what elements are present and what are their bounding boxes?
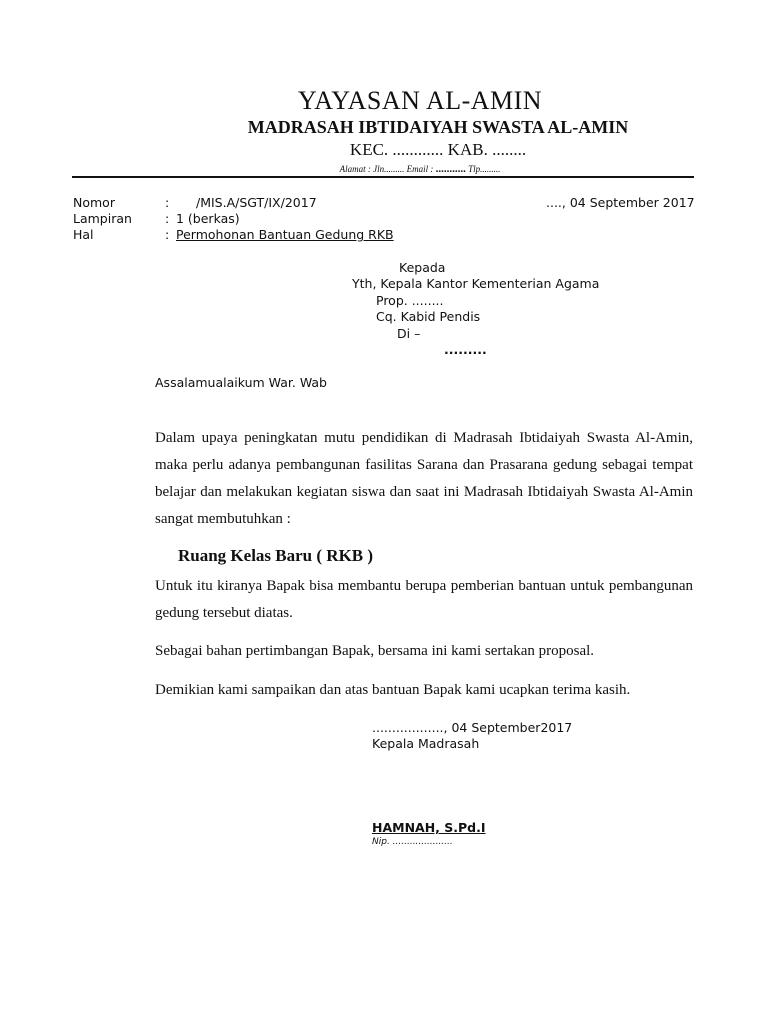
body-paragraph-3: Sebagai bahan pertimbangan Bapak, bersama ini kami sertakan proposal. [155, 643, 595, 659]
email-value: ........... [435, 163, 466, 175]
lampiran-colon: : [165, 211, 170, 226]
body-paragraph-4: Demikian kami sampaikan dan atas bantuan Bapak kami ucapkan terima kasih. [155, 682, 631, 698]
school-region: KEC. ............ KAB. ........ [349, 140, 527, 159]
school-address [0, 163, 768, 175]
recipient-yth: Yth, Kepala Kantor Kementerian Agama [352, 276, 600, 291]
nomor-label: Nomor [73, 195, 115, 210]
hal-value: Permohonan Bantuan Gedung RKB [176, 227, 394, 242]
body-paragraph-1: Dalam upaya peningkatan mutu pendidikan di Madrasah Ibtidaiyah Swasta Al-Amin, maka perlu adanya pembangunan fasilitas Sarana dan Prasarana gedung sebagai tempat belajar dan melakukan kegiatan siswa dan saat ini Madrasah Ibtidaiyah Swasta Al-Amin sangat membutuhkan : [155, 430, 693, 527]
lampiran-label: Lampiran [73, 211, 132, 226]
recipient-place: ......... [444, 342, 487, 357]
phone-text: Tlp......... [468, 164, 501, 174]
nomor-colon: : [165, 195, 170, 210]
school-name: MADRASAH IBTIDAIYAH SWASTA AL-AMIN [247, 117, 629, 137]
recipient-cq: Cq. Kabid Pendis [376, 309, 481, 324]
hal-colon: : [165, 227, 170, 242]
signatory-nip: Nip. ..................... [372, 837, 453, 847]
signature-place-date: .................., 04 September2017 [372, 720, 573, 735]
letter-date: ...., 04 September 2017 [546, 195, 695, 210]
signatory-name: HAMNAH, S.Pd.I [372, 820, 486, 835]
body-paragraph-2: Untuk itu kiranya Bapak bisa membantu berupa pemberian bantuan untuk pembangunan gedung tersebut diatas. [155, 578, 693, 621]
signature-position: Kepala Madrasah [372, 736, 480, 751]
address-text: Alamat : Jln......... [339, 164, 405, 174]
recipient-prop: Prop. ........ [376, 293, 444, 308]
recipient-di: Di – [397, 326, 421, 341]
email-label: Email : [406, 164, 434, 174]
letterhead-divider [72, 176, 694, 178]
nomor-value: /MIS.A/SGT/IX/2017 [196, 195, 317, 210]
rkb-heading: Ruang Kelas Baru ( RKB ) [178, 546, 374, 565]
organization-name: YAYASAN AL-AMIN [297, 86, 543, 115]
hal-label: Hal [73, 227, 94, 242]
recipient-kepada: Kepada [399, 260, 446, 275]
lampiran-value: 1 (berkas) [176, 211, 240, 226]
greeting: Assalamualaikum War. Wab [155, 375, 327, 390]
